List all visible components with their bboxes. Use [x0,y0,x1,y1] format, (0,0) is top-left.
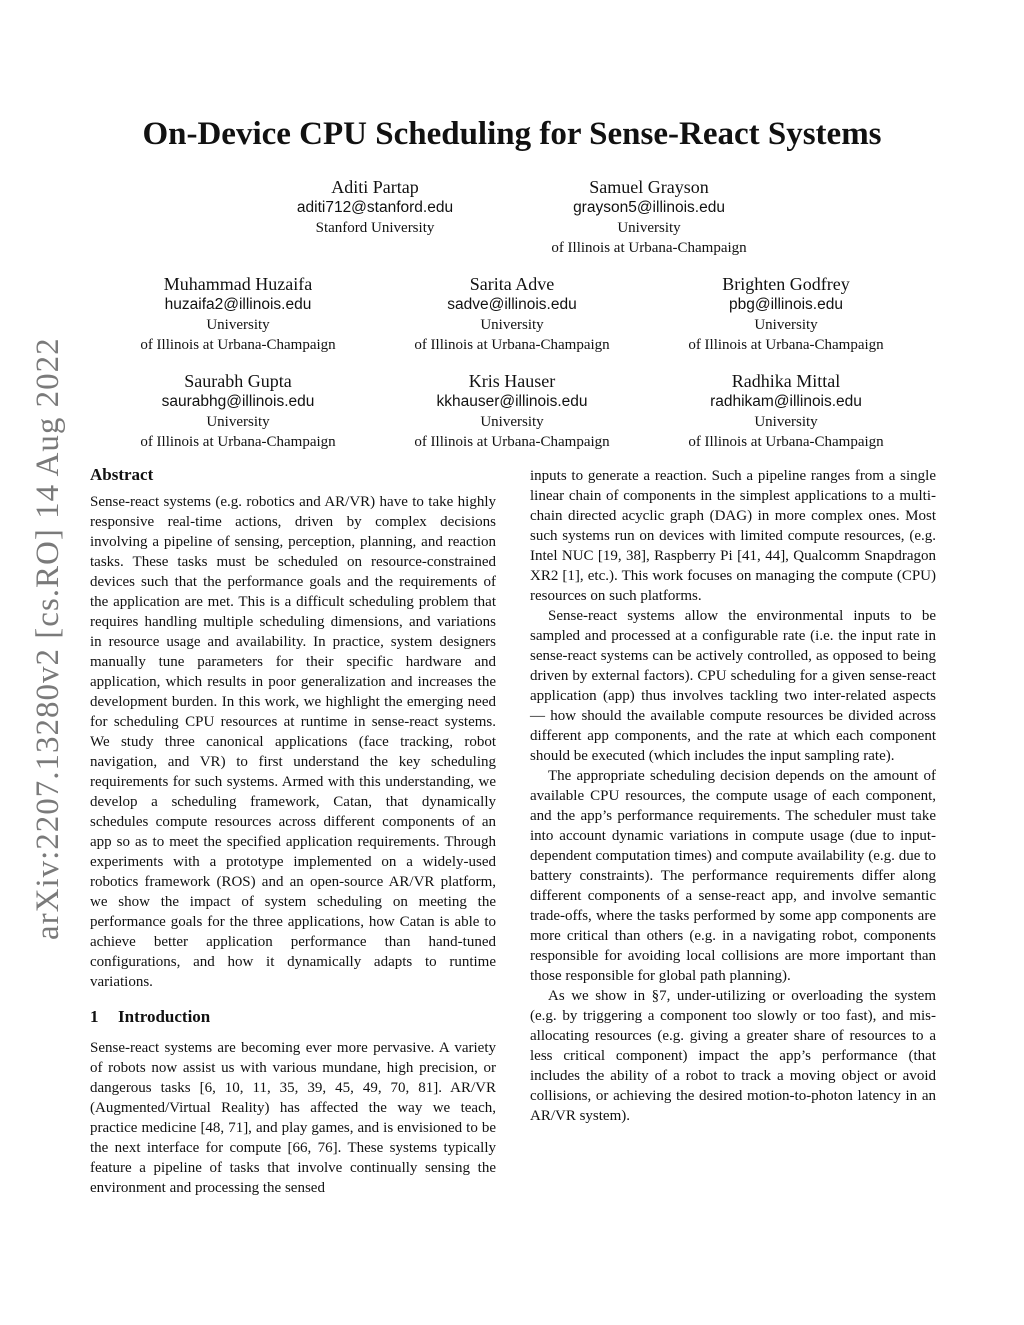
author-affiliation: University [480,414,544,430]
intro-paragraph-4: As we show in §7, under-utilizing or overloading the system (e.g. by triggering a component too slowly or too fast), and mis-allocating resources (e.g. giving a greater share of resources to a less critical component) impact the app’s performance (that includes the ability of a robot to track a moving object or avoid collisions, or achieving the desired motion-to-photon latency in an AR/VR system). [530,988,936,1124]
author-email[interactable]: aditi712@stanford.edu [296,199,454,216]
author-affiliation: Stanford University [315,220,435,236]
author-block [240,176,510,238]
author-email[interactable]: pbg@illinois.edu [729,296,843,313]
author-email[interactable]: grayson5@illinois.edu [573,199,725,216]
author-block [103,273,373,355]
author-email[interactable]: saurabhg@illinois.edu [161,393,315,410]
author-affiliation-line2: of Illinois at Urbana-Champaign [414,434,610,450]
author-name: Samuel Grayson [589,177,709,197]
author-block [651,273,921,355]
author-name: Radhika Mittal [731,371,841,391]
author-affiliation-line2: of Illinois at Urbana-Champaign [688,434,884,450]
author-name: Kris Hauser [468,371,556,391]
author-affiliation: University [206,414,270,430]
author-block [103,370,373,452]
author-affiliation-line2: of Illinois at Urbana-Champaign [140,434,336,450]
author-name: Sarita Adve [469,274,555,294]
author-name: Muhammad Huzaifa [163,274,313,294]
author-email[interactable]: radhikam@illinois.edu [710,393,862,410]
author-email[interactable]: sadve@illinois.edu [447,296,577,313]
author-affiliation: University [617,220,681,236]
author-affiliation: University [480,317,544,333]
author-affiliation-line2: of Illinois at Urbana-Champaign [688,337,884,353]
author-block [514,176,784,258]
author-email[interactable]: kkhauser@illinois.edu [436,393,588,410]
author-affiliation: University [754,317,818,333]
left-column [90,464,496,1198]
intro-paragraph-2: Sense-react systems allow the environmental inputs to be sampled and processed at a configurable rate (i.e. the input rate in sense-react systems can be actively controlled, as opposed to being driven by external factors). CPU scheduling for a given sense-react application (app) thus involves tackling two inter-related aspects — how should the available compute resources be divided across different app components, and the rate at which each component should be executed (which includes the input sampling rate). [530,608,936,764]
author-affiliation: University [754,414,818,430]
author-affiliation-line2: of Illinois at Urbana-Champaign [551,240,747,256]
introduction-heading [90,1006,496,1028]
author-name: Saurabh Gupta [184,371,292,391]
author-affiliation: University [206,317,270,333]
author-block [377,370,647,452]
intro-paragraph-1: Sense-react systems are becoming ever more pervasive. A variety of robots now assist us with various mundane, high precision, or dangerous tasks [6, 10, 11, 35, 39, 45, 49, 70, 81]. AR/VR (Augmented/Virtual Reality) has affected the way we teach, practice medicine [48, 71], and play games, and is envisioned to be the next interface for compute [66, 76]. These systems typically feature a pipeline of tasks that involve continually sensing the environment and processing the sensed [90,1040,496,1196]
author-block [377,273,647,355]
intro-paragraph-3: The appropriate scheduling decision depends on the amount of available CPU resources, the compute usage of each component, and the app’s performance requirements. The scheduler must take into account dynamic variations in compute usage (due to input-dependent computation times) and compute availability (e.g. due to battery constraints). The performance requirements differ along different components of a sense-react app, and involve semantic trade-offs, where the tasks performed by some app components are more critical than others (e.g. in a navigating robot, components responsible for avoiding local collisions are more important than those responsible for global path planning). [530,768,936,984]
arxiv-identifier: arXiv:2207.13280v2 [cs.RO] 14 Aug 2022 [30,337,66,940]
abstract-text: Sense-react systems (e.g. robotics and AR/VR) have to take highly responsive real-time actions, driven by complex decisions involving a pipeline of sensing, perception, planning, and reaction tasks. These tasks must be scheduled on resource-constrained devices such that the performance goals and the requirements of the application are met. This is a difficult scheduling problem that requires handling multiple scheduling dimensions, and variations in resource usage and availability. In practice, system designers manually tune parameters for their specific hardware and application, which results in poor generalization and increases the development burden. In this work, we highlight the emerging need for scheduling CPU resources at runtime in sense-react systems. We study three canonical applications (face tracking, robot navigation, and VR) to first understand the key scheduling requirements for such systems. Armed with this understanding, we develop a scheduling framework, Catan, that dynamically schedules compute resources across different components of an app so as to meet the specified application requirements. Through experiments with a prototype implemented on a widely-used robotics framework (ROS) and an open-source AR/VR platform, we show the impact of system scheduling on meeting the performance goals for the three applications, how Catan is able to achieve better application performance than hand-tuned configurations, and how it dynamically adapts to runtime variations. [90,494,496,990]
intro-paragraph-1-continued: inputs to generate a reaction. Such a pipeline ranges from a single linear chain of components in the simplest applications to a multi-chain directed acyclic graph (DAG) in more complex ones. Most such systems run on devices with limited compute resources, (e.g. Intel NUC [19, 38], Raspberry Pi [41, 44], Qualcomm Snapdragon XR2 [1], etc.). This work focuses on managing the compute (CPU) resources on such platforms. [530,468,936,604]
right-column [530,466,936,1126]
author-block [651,370,921,452]
author-name: Aditi Partap [331,177,419,197]
paper-title: On-Device CPU Scheduling for Sense-React Systems [142,116,882,152]
abstract-heading: Abstract [90,465,154,484]
author-name: Brighten Godfrey [722,274,850,294]
section-title: Introduction [118,1007,211,1026]
author-affiliation-line2: of Illinois at Urbana-Champaign [414,337,610,353]
author-affiliation-line2: of Illinois at Urbana-Champaign [140,337,336,353]
section-number: 1 [90,1007,99,1026]
author-email[interactable]: huzaifa2@illinois.edu [164,296,312,313]
